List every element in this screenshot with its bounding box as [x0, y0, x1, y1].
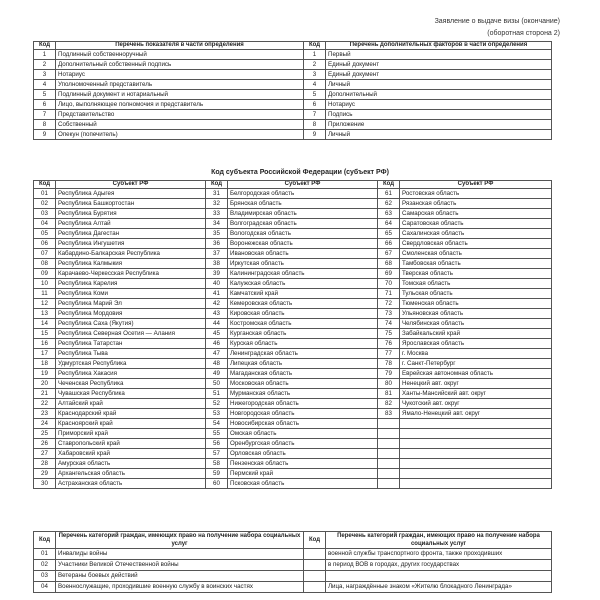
subject-name: Челябинская область: [400, 319, 552, 329]
table-row: [34, 582, 552, 593]
subject-code: 36: [206, 239, 228, 249]
subject-name: Забайкальский край: [400, 329, 552, 339]
subject-code: 57: [206, 449, 228, 459]
subject-name: Чукотский авт. округ: [400, 399, 552, 409]
subject-code: 21: [34, 389, 56, 399]
subject-code: 38: [206, 259, 228, 269]
category-text-left: Ветераны боевых действий: [56, 571, 304, 582]
subject-code: 63: [378, 209, 400, 219]
subject-name: Тюменская область: [400, 299, 552, 309]
subject-code: 39: [206, 269, 228, 279]
subject-code: 07: [34, 249, 56, 259]
subjects-table: [33, 180, 552, 489]
subject-code: 47: [206, 349, 228, 359]
row-name-right: Первый: [326, 50, 552, 60]
subject-name: [400, 419, 552, 429]
subject-code: 48: [206, 359, 228, 369]
subject-name: Удмуртская Республика: [56, 359, 206, 369]
subject-code: 23: [34, 409, 56, 419]
category-text-right: в период ВОВ в городах, других государствах: [326, 560, 552, 571]
subject-code: 02: [34, 199, 56, 209]
subject-name: Республика Адыгея: [56, 189, 206, 199]
subject-code: 18: [34, 359, 56, 369]
row-code-right: 6: [304, 100, 326, 110]
subject-code: 73: [378, 309, 400, 319]
subject-name: Самарская область: [400, 209, 552, 219]
table-row: [34, 259, 552, 269]
subject-code: 37: [206, 249, 228, 259]
subject-code: 46: [206, 339, 228, 349]
subject-name: Красноярский край: [56, 419, 206, 429]
col-subject: Субъект РФ: [56, 181, 206, 189]
subject-name: Ульяновская область: [400, 309, 552, 319]
subject-name: Чеченская Республика: [56, 379, 206, 389]
subject-code: 66: [378, 239, 400, 249]
col-list-right: Перечень дополнительных факторов в части определения: [326, 42, 552, 50]
document-header-title: Заявление о выдаче визы (окончание): [434, 18, 560, 25]
subject-name: Приморский край: [56, 429, 206, 439]
subject-code: 79: [378, 369, 400, 379]
table-row: [34, 110, 552, 120]
category-text-left: Инвалиды войны: [56, 549, 304, 560]
table-row: [34, 319, 552, 329]
representative-codes-table: [33, 41, 552, 140]
table-row: [34, 289, 552, 299]
subject-name: Свердловская область: [400, 239, 552, 249]
subject-name: Брянская область: [228, 199, 378, 209]
subject-name: Республика Хакасия: [56, 369, 206, 379]
subject-name: [400, 469, 552, 479]
subject-name: Калужская область: [228, 279, 378, 289]
subject-name: Магаданская область: [228, 369, 378, 379]
subject-code: 30: [34, 479, 56, 489]
subject-name: Ямало-Ненецкий авт. округ: [400, 409, 552, 419]
table-row: [34, 120, 552, 130]
row-name-left: Лицо, выполняющее полномочия и представитель: [56, 100, 304, 110]
subject-code: 09: [34, 269, 56, 279]
subject-code: 61: [378, 189, 400, 199]
row-code-right: 2: [304, 60, 326, 70]
subject-code: 67: [378, 249, 400, 259]
table-row: [34, 189, 552, 199]
col-code: Код: [206, 181, 228, 189]
category-text-left: Участники Великой Отечественной войны: [56, 560, 304, 571]
table-row: [34, 100, 552, 110]
row-code-right: 5: [304, 90, 326, 100]
subject-code: 19: [34, 369, 56, 379]
subject-code: 11: [34, 289, 56, 299]
subject-name: Воронежская область: [228, 239, 378, 249]
subject-name: Республика Татарстан: [56, 339, 206, 349]
table-row: [34, 199, 552, 209]
subject-name: г. Санкт-Петербург: [400, 359, 552, 369]
table-row: [34, 409, 552, 419]
subject-name: Томская область: [400, 279, 552, 289]
document-header-subtitle: (оборотная сторона 2): [487, 30, 560, 37]
subject-name: Карачаево-Черкесская Республика: [56, 269, 206, 279]
subject-name: Тамбовская область: [400, 259, 552, 269]
subject-code: 76: [378, 339, 400, 349]
subject-name: [400, 479, 552, 489]
row-code-left: 7: [34, 110, 56, 120]
subject-code: 10: [34, 279, 56, 289]
table-row: [34, 130, 552, 140]
subject-name: Кемеровская область: [228, 299, 378, 309]
table-row: [34, 399, 552, 409]
row-code-left: 8: [34, 120, 56, 130]
table-row: [34, 239, 552, 249]
subject-name: [400, 439, 552, 449]
subject-code: 27: [34, 449, 56, 459]
subject-name: Липецкая область: [228, 359, 378, 369]
subject-code: 03: [34, 209, 56, 219]
category-code-left: 04: [34, 582, 56, 593]
subjects-table-title: Код субъекта Российской Федерации (субъект РФ): [211, 169, 389, 176]
row-name-left: Собственный: [56, 120, 304, 130]
subject-name: Ростовская область: [400, 189, 552, 199]
col-code-right: Код: [304, 532, 326, 549]
subject-name: Сахалинская область: [400, 229, 552, 239]
row-code-left: 9: [34, 130, 56, 140]
subject-code: [378, 419, 400, 429]
subject-name: Республика Марий Эл: [56, 299, 206, 309]
subject-code: 32: [206, 199, 228, 209]
subject-name: Республика Северная Осетия — Алания: [56, 329, 206, 339]
subject-name: Амурская область: [56, 459, 206, 469]
subject-code: 13: [34, 309, 56, 319]
category-code-right: [304, 582, 326, 593]
col-code-left: Код: [34, 532, 56, 549]
row-name-left: Представительство: [56, 110, 304, 120]
row-name-right: Личный: [326, 80, 552, 90]
table-row: [34, 379, 552, 389]
subject-code: 08: [34, 259, 56, 269]
table-row: [34, 329, 552, 339]
subject-code: [378, 469, 400, 479]
subject-code: 01: [34, 189, 56, 199]
table-row: [34, 359, 552, 369]
subject-code: 51: [206, 389, 228, 399]
subject-code: 62: [378, 199, 400, 209]
row-name-left: Нотариус: [56, 70, 304, 80]
subject-name: Мурманская область: [228, 389, 378, 399]
subject-name: [400, 459, 552, 469]
table-row: [34, 50, 552, 60]
subject-name: Тверская область: [400, 269, 552, 279]
subject-code: 64: [378, 219, 400, 229]
table-row: [34, 219, 552, 229]
subject-name: Саратовская область: [400, 219, 552, 229]
table-row: [34, 429, 552, 439]
subject-code: 12: [34, 299, 56, 309]
table-row: [34, 549, 552, 560]
category-code-right: [304, 560, 326, 571]
subject-code: 60: [206, 479, 228, 489]
table-row: [34, 60, 552, 70]
table-row: [34, 80, 552, 90]
category-text-right: военной службы транспортного фронта, также проходивших: [326, 549, 552, 560]
subject-name: Республика Дагестан: [56, 229, 206, 239]
subject-code: 28: [34, 459, 56, 469]
subject-name: Пензенская область: [228, 459, 378, 469]
subject-code: 44: [206, 319, 228, 329]
col-subject: Субъект РФ: [228, 181, 378, 189]
subject-name: Республика Бурятия: [56, 209, 206, 219]
table-row: [34, 349, 552, 359]
subject-code: 22: [34, 399, 56, 409]
subject-code: 17: [34, 349, 56, 359]
table-row: [34, 299, 552, 309]
subject-code: 50: [206, 379, 228, 389]
row-code-left: 4: [34, 80, 56, 90]
row-name-left: Опекун (попечитель): [56, 130, 304, 140]
table-row: [34, 309, 552, 319]
table-row: [34, 229, 552, 239]
table-row: [34, 279, 552, 289]
subject-code: 16: [34, 339, 56, 349]
subject-code: 45: [206, 329, 228, 339]
row-name-left: Подлинный собственноручный: [56, 50, 304, 60]
subject-code: 31: [206, 189, 228, 199]
subject-name: Республика Карелия: [56, 279, 206, 289]
subject-code: 68: [378, 259, 400, 269]
subject-name: г. Москва: [400, 349, 552, 359]
row-code-left: 1: [34, 50, 56, 60]
subject-name: Ярославская область: [400, 339, 552, 349]
table-row: [34, 70, 552, 80]
beneficiary-categories-table: [33, 531, 552, 593]
subject-code: 26: [34, 439, 56, 449]
subject-name: Алтайский край: [56, 399, 206, 409]
subject-name: Смоленская область: [400, 249, 552, 259]
subject-code: 74: [378, 319, 400, 329]
table-row: [34, 269, 552, 279]
subject-code: [378, 459, 400, 469]
subject-code: 69: [378, 269, 400, 279]
subject-code: 56: [206, 439, 228, 449]
subject-name: Белгородская область: [228, 189, 378, 199]
subject-name: [400, 449, 552, 459]
subject-name: Иркутская область: [228, 259, 378, 269]
row-name-right: Приложение: [326, 120, 552, 130]
col-list-left: Перечень показателя в части определения: [56, 42, 304, 50]
table-row: [34, 249, 552, 259]
subject-name: Ненецкий авт. округ: [400, 379, 552, 389]
subject-name: Кировская область: [228, 309, 378, 319]
subject-code: [378, 449, 400, 459]
table-row: [34, 209, 552, 219]
row-name-left: Уполномоченный представитель: [56, 80, 304, 90]
subject-name: Ставропольский край: [56, 439, 206, 449]
subject-name: Камчатский край: [228, 289, 378, 299]
subject-name: Орловская область: [228, 449, 378, 459]
row-code-left: 2: [34, 60, 56, 70]
subject-code: [378, 439, 400, 449]
subject-name: Республика Саха (Якутия): [56, 319, 206, 329]
table-row: [34, 339, 552, 349]
category-code-left: 02: [34, 560, 56, 571]
subject-name: Республика Ингушетия: [56, 239, 206, 249]
subject-code: 41: [206, 289, 228, 299]
subject-code: 29: [34, 469, 56, 479]
subject-code: 43: [206, 309, 228, 319]
category-code-right: [304, 549, 326, 560]
subject-code: [378, 429, 400, 439]
subject-name: Чувашская Республика: [56, 389, 206, 399]
subject-name: Республика Алтай: [56, 219, 206, 229]
subject-code: 06: [34, 239, 56, 249]
row-code-right: 4: [304, 80, 326, 90]
col-code-right: Код: [304, 42, 326, 50]
subject-name: Хабаровский край: [56, 449, 206, 459]
subject-name: Волгоградская область: [228, 219, 378, 229]
subject-name: Омская область: [228, 429, 378, 439]
subject-name: Нижегородская область: [228, 399, 378, 409]
subject-name: Краснодарский край: [56, 409, 206, 419]
category-code-left: 03: [34, 571, 56, 582]
col-code: Код: [378, 181, 400, 189]
table-row: [34, 459, 552, 469]
row-code-left: 6: [34, 100, 56, 110]
row-name-right: Единый документ: [326, 70, 552, 80]
table-row: [34, 479, 552, 489]
table-row: [34, 90, 552, 100]
subject-code: 70: [378, 279, 400, 289]
subject-name: Костромская область: [228, 319, 378, 329]
row-code-right: 7: [304, 110, 326, 120]
subject-name: Вологодская область: [228, 229, 378, 239]
subject-code: 72: [378, 299, 400, 309]
row-name-right: Единый документ: [326, 60, 552, 70]
subject-code: [378, 479, 400, 489]
subject-name: Курская область: [228, 339, 378, 349]
subject-name: Республика Тыва: [56, 349, 206, 359]
subject-code: 04: [34, 219, 56, 229]
table-row: [34, 389, 552, 399]
subject-code: 80: [378, 379, 400, 389]
subject-code: 82: [378, 399, 400, 409]
subject-code: 49: [206, 369, 228, 379]
subject-name: Оренбургская область: [228, 439, 378, 449]
subject-name: Московская область: [228, 379, 378, 389]
subject-code: 42: [206, 299, 228, 309]
row-name-right: Нотариус: [326, 100, 552, 110]
subject-code: 20: [34, 379, 56, 389]
subject-name: Ленинградская область: [228, 349, 378, 359]
subject-code: 78: [378, 359, 400, 369]
subject-name: Новгородская область: [228, 409, 378, 419]
table-row: [34, 439, 552, 449]
subject-code: 25: [34, 429, 56, 439]
row-code-right: 9: [304, 130, 326, 140]
subject-name: Республика Коми: [56, 289, 206, 299]
row-name-right: Личный: [326, 130, 552, 140]
col-categories-left: Перечень категорий граждан, имеющих право на получение набора социальных услуг: [56, 532, 304, 549]
category-text-right: Лица, награждённые знаком «Жителю блокадного Ленинграда»: [326, 582, 552, 593]
subject-code: 83: [378, 409, 400, 419]
subject-name: Архангельская область: [56, 469, 206, 479]
subject-code: 05: [34, 229, 56, 239]
subject-name: Калининградская область: [228, 269, 378, 279]
subject-name: Кабардино-Балкарская Республика: [56, 249, 206, 259]
subject-code: 15: [34, 329, 56, 339]
row-code-right: 1: [304, 50, 326, 60]
subject-code: 71: [378, 289, 400, 299]
subject-code: 55: [206, 429, 228, 439]
subject-code: 40: [206, 279, 228, 289]
category-code-left: 01: [34, 549, 56, 560]
subject-name: [400, 429, 552, 439]
table-row: [34, 419, 552, 429]
subject-name: Псковская область: [228, 479, 378, 489]
row-code-left: 3: [34, 70, 56, 80]
subject-code: 59: [206, 469, 228, 479]
table-row: [34, 469, 552, 479]
subject-name: Владимирская область: [228, 209, 378, 219]
category-text-left: Военнослужащие, проходившие военную службу в воинских частях: [56, 582, 304, 593]
row-name-right: Подпись: [326, 110, 552, 120]
col-code-left: Код: [34, 42, 56, 50]
subject-name: Ханты-Мансийский авт. округ: [400, 389, 552, 399]
subject-name: Пермский край: [228, 469, 378, 479]
row-code-right: 8: [304, 120, 326, 130]
subject-code: 58: [206, 459, 228, 469]
subject-code: 52: [206, 399, 228, 409]
row-code-left: 5: [34, 90, 56, 100]
subject-code: 75: [378, 329, 400, 339]
subject-name: Еврейская автономная область: [400, 369, 552, 379]
col-subject: Субъект РФ: [400, 181, 552, 189]
subject-code: 54: [206, 419, 228, 429]
subject-name: Ивановская область: [228, 249, 378, 259]
subject-name: Республика Калмыкия: [56, 259, 206, 269]
subject-code: 77: [378, 349, 400, 359]
subject-name: Тульская область: [400, 289, 552, 299]
category-code-right: [304, 571, 326, 582]
subject-code: 33: [206, 209, 228, 219]
subject-code: 53: [206, 409, 228, 419]
category-text-right: [326, 571, 552, 582]
subject-code: 34: [206, 219, 228, 229]
subject-name: Республика Башкортостан: [56, 199, 206, 209]
subject-name: Астраханская область: [56, 479, 206, 489]
subject-code: 35: [206, 229, 228, 239]
row-name-left: Подлинный документ и нотариальный: [56, 90, 304, 100]
subject-name: Республика Мордовия: [56, 309, 206, 319]
subject-name: Рязанская область: [400, 199, 552, 209]
subject-code: 81: [378, 389, 400, 399]
table-row: [34, 369, 552, 379]
row-name-right: Дополнительный: [326, 90, 552, 100]
col-code: Код: [34, 181, 56, 189]
subject-code: 24: [34, 419, 56, 429]
subject-name: Курганская область: [228, 329, 378, 339]
table-row: [34, 449, 552, 459]
subject-code: 65: [378, 229, 400, 239]
table-row: [34, 571, 552, 582]
row-code-right: 3: [304, 70, 326, 80]
col-categories-right: Перечень категорий граждан, имеющих право на получение набора социальных услуг: [326, 532, 552, 549]
row-name-left: Дополнительный собственный подпись: [56, 60, 304, 70]
subject-name: Новосибирская область: [228, 419, 378, 429]
table-row: [34, 560, 552, 571]
subject-code: 14: [34, 319, 56, 329]
